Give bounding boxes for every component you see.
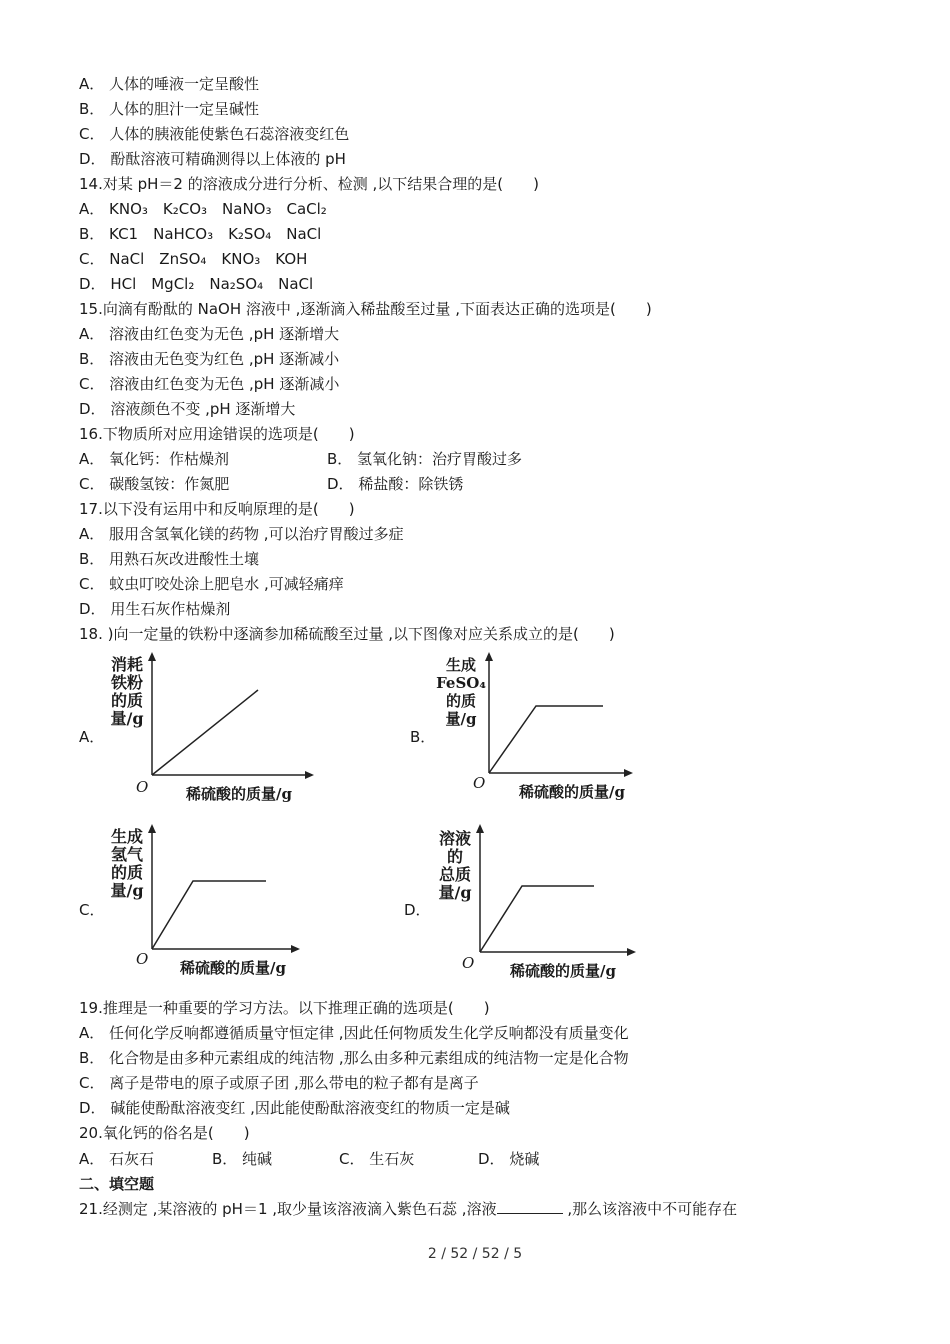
- graph-b-curve: [489, 706, 603, 773]
- q14-option-a: A． KNO₃ K₂CO₃ NaNO₃ CaCl₂: [79, 200, 327, 218]
- q13-option-a: A． 人体的唾液一定呈酸性: [79, 75, 260, 93]
- q15-option-d: D． 溶液颜色不变 ,pH 逐渐增大: [79, 400, 296, 418]
- q21-text-after: ,那么该溶液中不可能存在: [562, 1200, 738, 1218]
- q19-option-a: A． 任何化学反响都遵循质量守恒定律 ,因此任何物质发生化学反响都没有质量变化: [79, 1024, 629, 1042]
- graph-d-ylabel: 溶液 的 总质 量/g: [438, 829, 472, 902]
- q17-option-d: D． 用生石灰作枯燥剂: [79, 600, 231, 618]
- q14-stem: 14.对某 pH＝2 的溶液成分进行分析、检测 ,以下结果合理的是( ): [79, 175, 539, 193]
- q13-option-c: C． 人体的胰液能使紫色石蕊溶液变红色: [79, 125, 350, 143]
- graph-a-ylabel: 消耗 铁粉 的质 量/g: [110, 655, 144, 728]
- graph-b: [435, 650, 645, 810]
- graph-d-xlabel: 稀硫酸的质量/g: [510, 962, 616, 980]
- q19-stem: 19.推理是一种重要的学习方法。以下推理正确的选项是( ): [79, 999, 490, 1017]
- graph-a-y-arrow: [148, 652, 156, 661]
- q15-option-a: A． 溶液由红色变为无色 ,pH 逐渐增大: [79, 325, 340, 343]
- q17-option-a: A． 服用含氢氧化镁的药物 ,可以治疗胃酸过多症: [79, 525, 404, 543]
- q15-stem: 15.向滴有酚酞的 NaOH 溶液中 ,逐渐滴入稀盐酸至过量 ,下面表达正确的选项是( ): [79, 300, 652, 318]
- q16-option-b: B． 氢氧化钠：治疗胃酸过多: [327, 450, 523, 468]
- q20-stem: 20.氧化钙的俗名是( ): [79, 1124, 250, 1142]
- page-footer: 2 / 52 / 52 / 5: [427, 1246, 523, 1262]
- graph-d-x-arrow: [627, 948, 636, 956]
- q20-option-b: B． 纯碱: [212, 1150, 273, 1168]
- q17-stem: 17.以下没有运用中和反响原理的是( ): [79, 500, 355, 518]
- q14-option-b: B． KC1 NaHCO₃ K₂SO₄ NaCl: [79, 225, 322, 243]
- q16-option-a: A． 氧化钙：作枯燥剂: [79, 450, 230, 468]
- graph-b-option-label: B．: [410, 728, 436, 746]
- q16-stem: 16.下物质所对应用途错误的选项是( ): [79, 425, 355, 443]
- graph-a-curve: [152, 690, 258, 775]
- graph-d-curve: [480, 886, 594, 952]
- graph-c-y-arrow: [148, 824, 156, 833]
- q19-option-b: B． 化合物是由多种元素组成的纯洁物 ,那么由多种元素组成的纯洁物一定是化合物: [79, 1049, 629, 1067]
- q19-option-d: D． 碱能使酚酞溶液变红 ,因此能使酚酞溶液变红的物质一定是碱: [79, 1099, 510, 1117]
- graph-a: [100, 650, 320, 810]
- q21-text-before: 21.经测定 ,某溶液的 pH＝1 ,取少量该溶液滴入紫色石蕊 ,溶液: [79, 1200, 497, 1218]
- q17-option-c: C． 蚊虫叮咬处涂上肥皂水 ,可减轻痛痒: [79, 575, 344, 593]
- graph-d-option-label: D．: [404, 901, 431, 919]
- q16-option-d: D． 稀盐酸：除铁锈: [327, 475, 464, 493]
- graph-a-x-arrow: [305, 771, 314, 779]
- q14-option-c: C． NaCl ZnSO₄ KNO₃ KOH: [79, 250, 308, 268]
- q17-option-b: B． 用熟石灰改进酸性土壤: [79, 550, 260, 568]
- graph-b-x-arrow: [624, 769, 633, 777]
- graph-b-ylabel: 生成 FeSO₄ 的质 量/g: [436, 656, 486, 728]
- q16-option-c: C． 碳酸氢铵：作氮肥: [79, 475, 230, 493]
- q20-option-d: D． 烧碱: [478, 1150, 540, 1168]
- graph-c-x-arrow: [291, 945, 300, 953]
- q19-option-c: C． 离子是带电的原子或原子团 ,那么带电的粒子都有是离子: [79, 1074, 479, 1092]
- graph-c-option-label: C．: [79, 901, 105, 919]
- q18-stem: 18. )向一定量的铁粉中逐滴参加稀硫酸至过量 ,以下图像对应关系成立的是( ): [79, 625, 615, 643]
- graph-a-option-label: A．: [79, 728, 105, 746]
- q13-option-b: B． 人体的胆汁一定呈碱性: [79, 100, 260, 118]
- graph-d-origin: O: [462, 954, 475, 972]
- graph-b-origin: O: [473, 774, 486, 792]
- q15-option-c: C． 溶液由红色变为无色 ,pH 逐渐减小: [79, 375, 340, 393]
- q13-option-d: D． 酚酞溶液可精确测得以上体液的 pH: [79, 150, 346, 168]
- q20-option-c: C． 生石灰: [339, 1150, 415, 1168]
- graph-c-curve: [152, 881, 266, 949]
- q14-option-d: D． HCl MgCl₂ Na₂SO₄ NaCl: [79, 275, 314, 293]
- q21-blank[interactable]: [497, 1199, 563, 1214]
- q15-option-b: B． 溶液由无色变为红色 ,pH 逐渐减小: [79, 350, 340, 368]
- graph-d: [430, 822, 650, 982]
- graph-a-origin: O: [136, 778, 149, 796]
- q21-stem: [79, 1199, 737, 1219]
- graph-c: [100, 822, 310, 982]
- q20-option-a: A． 石灰石: [79, 1150, 155, 1168]
- graph-a-xlabel: 稀硫酸的质量/g: [186, 785, 292, 803]
- graph-b-xlabel: 稀硫酸的质量/g: [519, 783, 625, 801]
- graph-c-ylabel: 生成 氢气 的质 量/g: [110, 827, 144, 900]
- graph-c-xlabel: 稀硫酸的质量/g: [180, 959, 286, 977]
- graph-c-origin: O: [136, 950, 149, 968]
- section-title: 二、填空题: [79, 1175, 155, 1193]
